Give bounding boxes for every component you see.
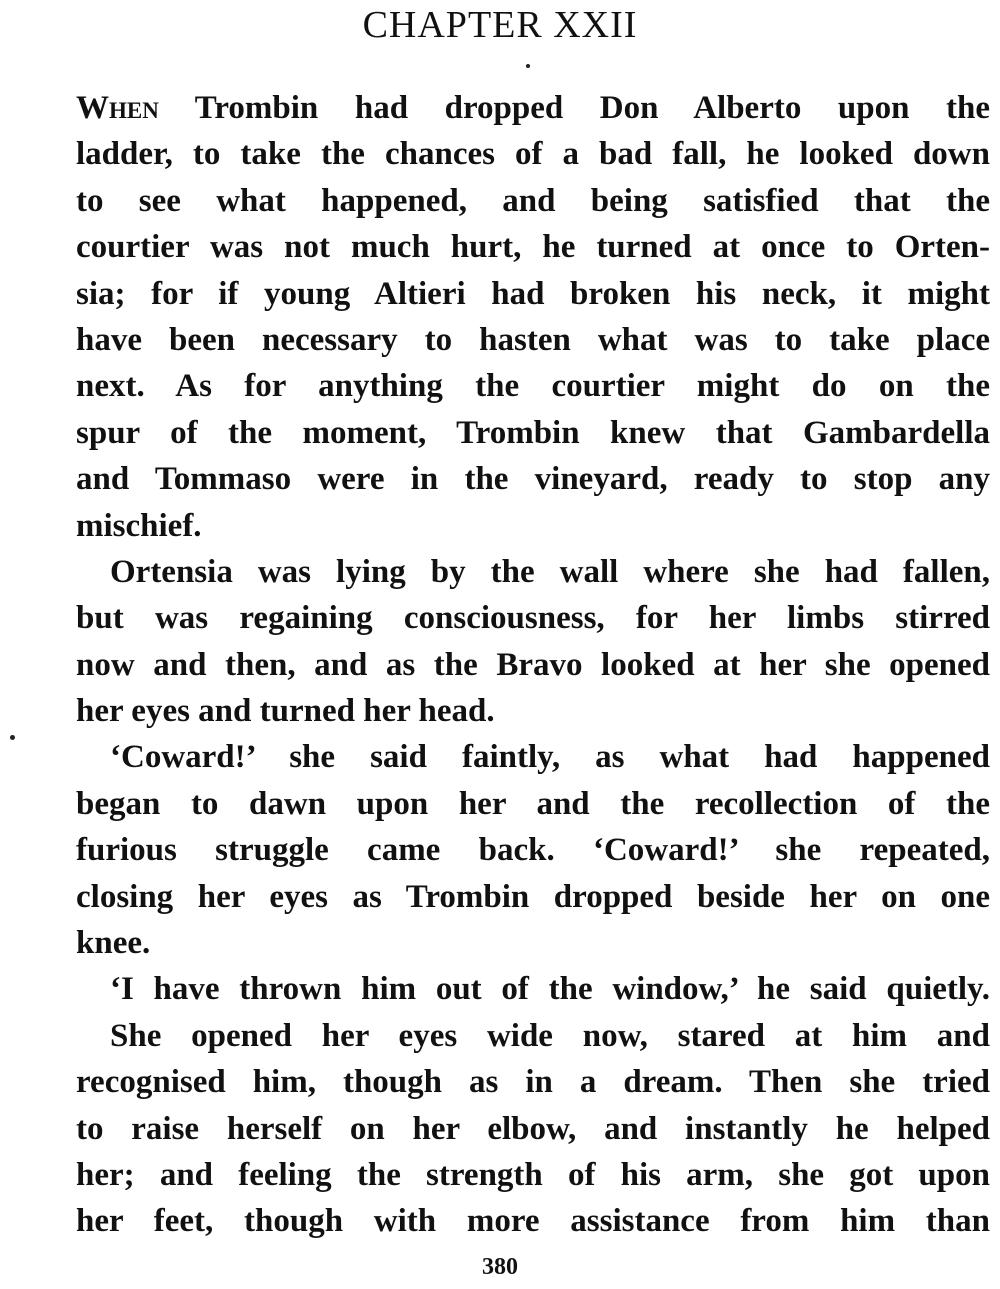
text-line: mischief. xyxy=(76,507,202,544)
text-line: ‘Coward!’ she said faintly, as what had happened xyxy=(110,739,990,776)
paragraph xyxy=(76,549,990,735)
text-line: knee. xyxy=(76,925,151,962)
opening-word: When xyxy=(76,90,159,126)
text-line: to see what happened, and being satisfied that the xyxy=(76,182,990,219)
paragraph xyxy=(76,734,990,966)
chapter-body xyxy=(76,85,990,1245)
chapter-heading: CHAPTER XXII xyxy=(362,4,638,46)
text-line: She opened her eyes wide now, stared at him and xyxy=(110,1017,990,1054)
text-line: When Trombin had dropped Don Alberto upon the xyxy=(76,90,990,126)
text-line: spur of the moment, Trombin knew that Gambardella xyxy=(76,414,990,451)
paragraph xyxy=(76,85,990,549)
text-line: closing her eyes as Trombin dropped beside her on one xyxy=(76,878,990,915)
paragraph xyxy=(76,966,990,1012)
text-line: her eyes and turned her head. xyxy=(76,693,495,730)
text-line: ‘I have thrown him out of the window,’ he said quietly. xyxy=(110,971,990,1008)
text-line: have been necessary to hasten what was to take place xyxy=(76,321,990,358)
text-line: ladder, to take the chances of a bad fall, he looked down xyxy=(76,136,990,173)
text-line: recognised him, though as in a dream. Then she tried xyxy=(76,1064,990,1101)
text-line: her feet, though with more assistance from him than xyxy=(76,1203,990,1240)
text-line: now and then, and as the Bravo looked at her she opened xyxy=(76,646,990,683)
page-number: 380 xyxy=(482,1254,518,1280)
text-line: Ortensia was lying by the wall where she had fallen, xyxy=(110,553,990,590)
text-line: began to dawn upon her and the recollection of the xyxy=(76,785,990,822)
text-line: but was regaining consciousness, for her limbs stirred xyxy=(76,600,990,637)
text-line: courtier was not much hurt, he turned at once to Orten- xyxy=(76,229,990,266)
text-line: sia; for if young Altieri had broken his neck, it might xyxy=(76,275,990,312)
text-line: and Tommaso were in the vineyard, ready to stop any xyxy=(76,461,990,498)
text-line: to raise herself on her elbow, and instantly he helped xyxy=(76,1110,990,1147)
text-line: furious struggle came back. ‘Coward!’ she repeated, xyxy=(76,832,990,869)
text-line: her; and feeling the strength of his arm, she got upon xyxy=(76,1156,990,1193)
paragraph xyxy=(76,1013,990,1245)
print-speck xyxy=(526,64,530,68)
text-line: next. As for anything the courtier might do on the xyxy=(76,368,990,405)
margin-speck xyxy=(10,735,15,740)
